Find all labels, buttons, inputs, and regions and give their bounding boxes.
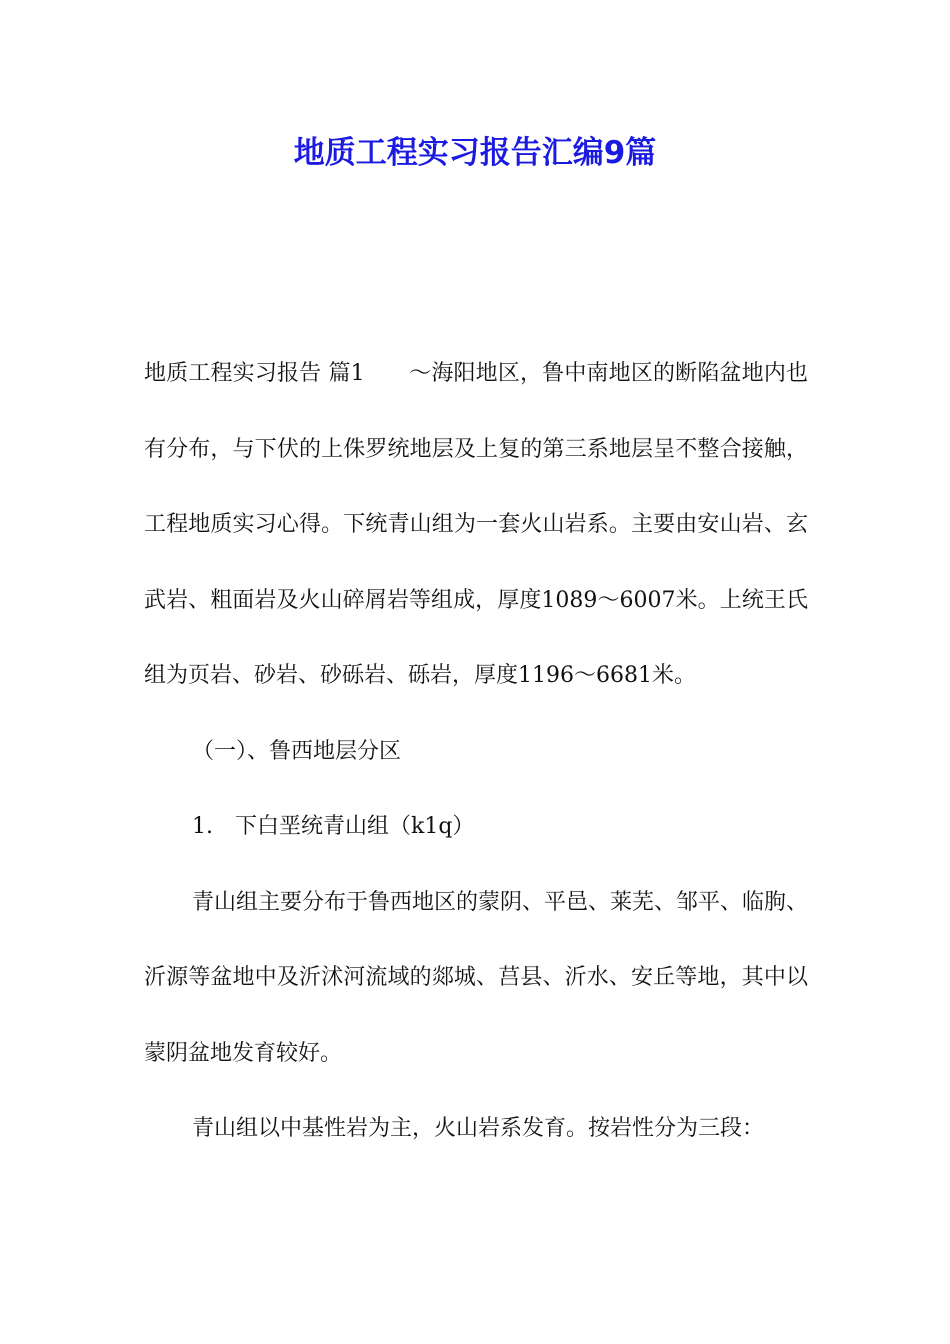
paragraph-intro: 地质工程实习报告 篇1 ～海阳地区，鲁中南地区的断陷盆地内也有分布，与下伏的上侏罗统地层及上复的第三系地层呈不整合接触，工程地质实习心得。下统青山组为一套火山岩系。主要由安山岩、玄武岩、粗面岩及火山碎屑岩等组成，厚度1089～6007米。上统王氏组为页岩、砂岩、砂砾岩、砾岩，厚度1196～6681米。	[144, 361, 808, 688]
paragraph-distribution: 青山组主要分布于鲁西地区的蒙阴、平邑、莱芜、邹平、临朐、沂源等盆地中及沂沭河流域的郯城、莒县、沂水、安丘等地，其中以蒙阴盆地发育较好。	[144, 889, 809, 1066]
document-title: 地质工程实习报告汇编9篇	[293, 135, 657, 171]
subsection-heading: 1. 下白垩统青山组（k1q）	[192, 814, 475, 839]
document-body	[144, 336, 808, 1167]
section-heading: （一）、鲁西地层分区	[192, 738, 402, 764]
paragraph-lithology: 青山组以中基性岩为主，火山岩系发育。按岩性分为三段：	[192, 1116, 765, 1141]
